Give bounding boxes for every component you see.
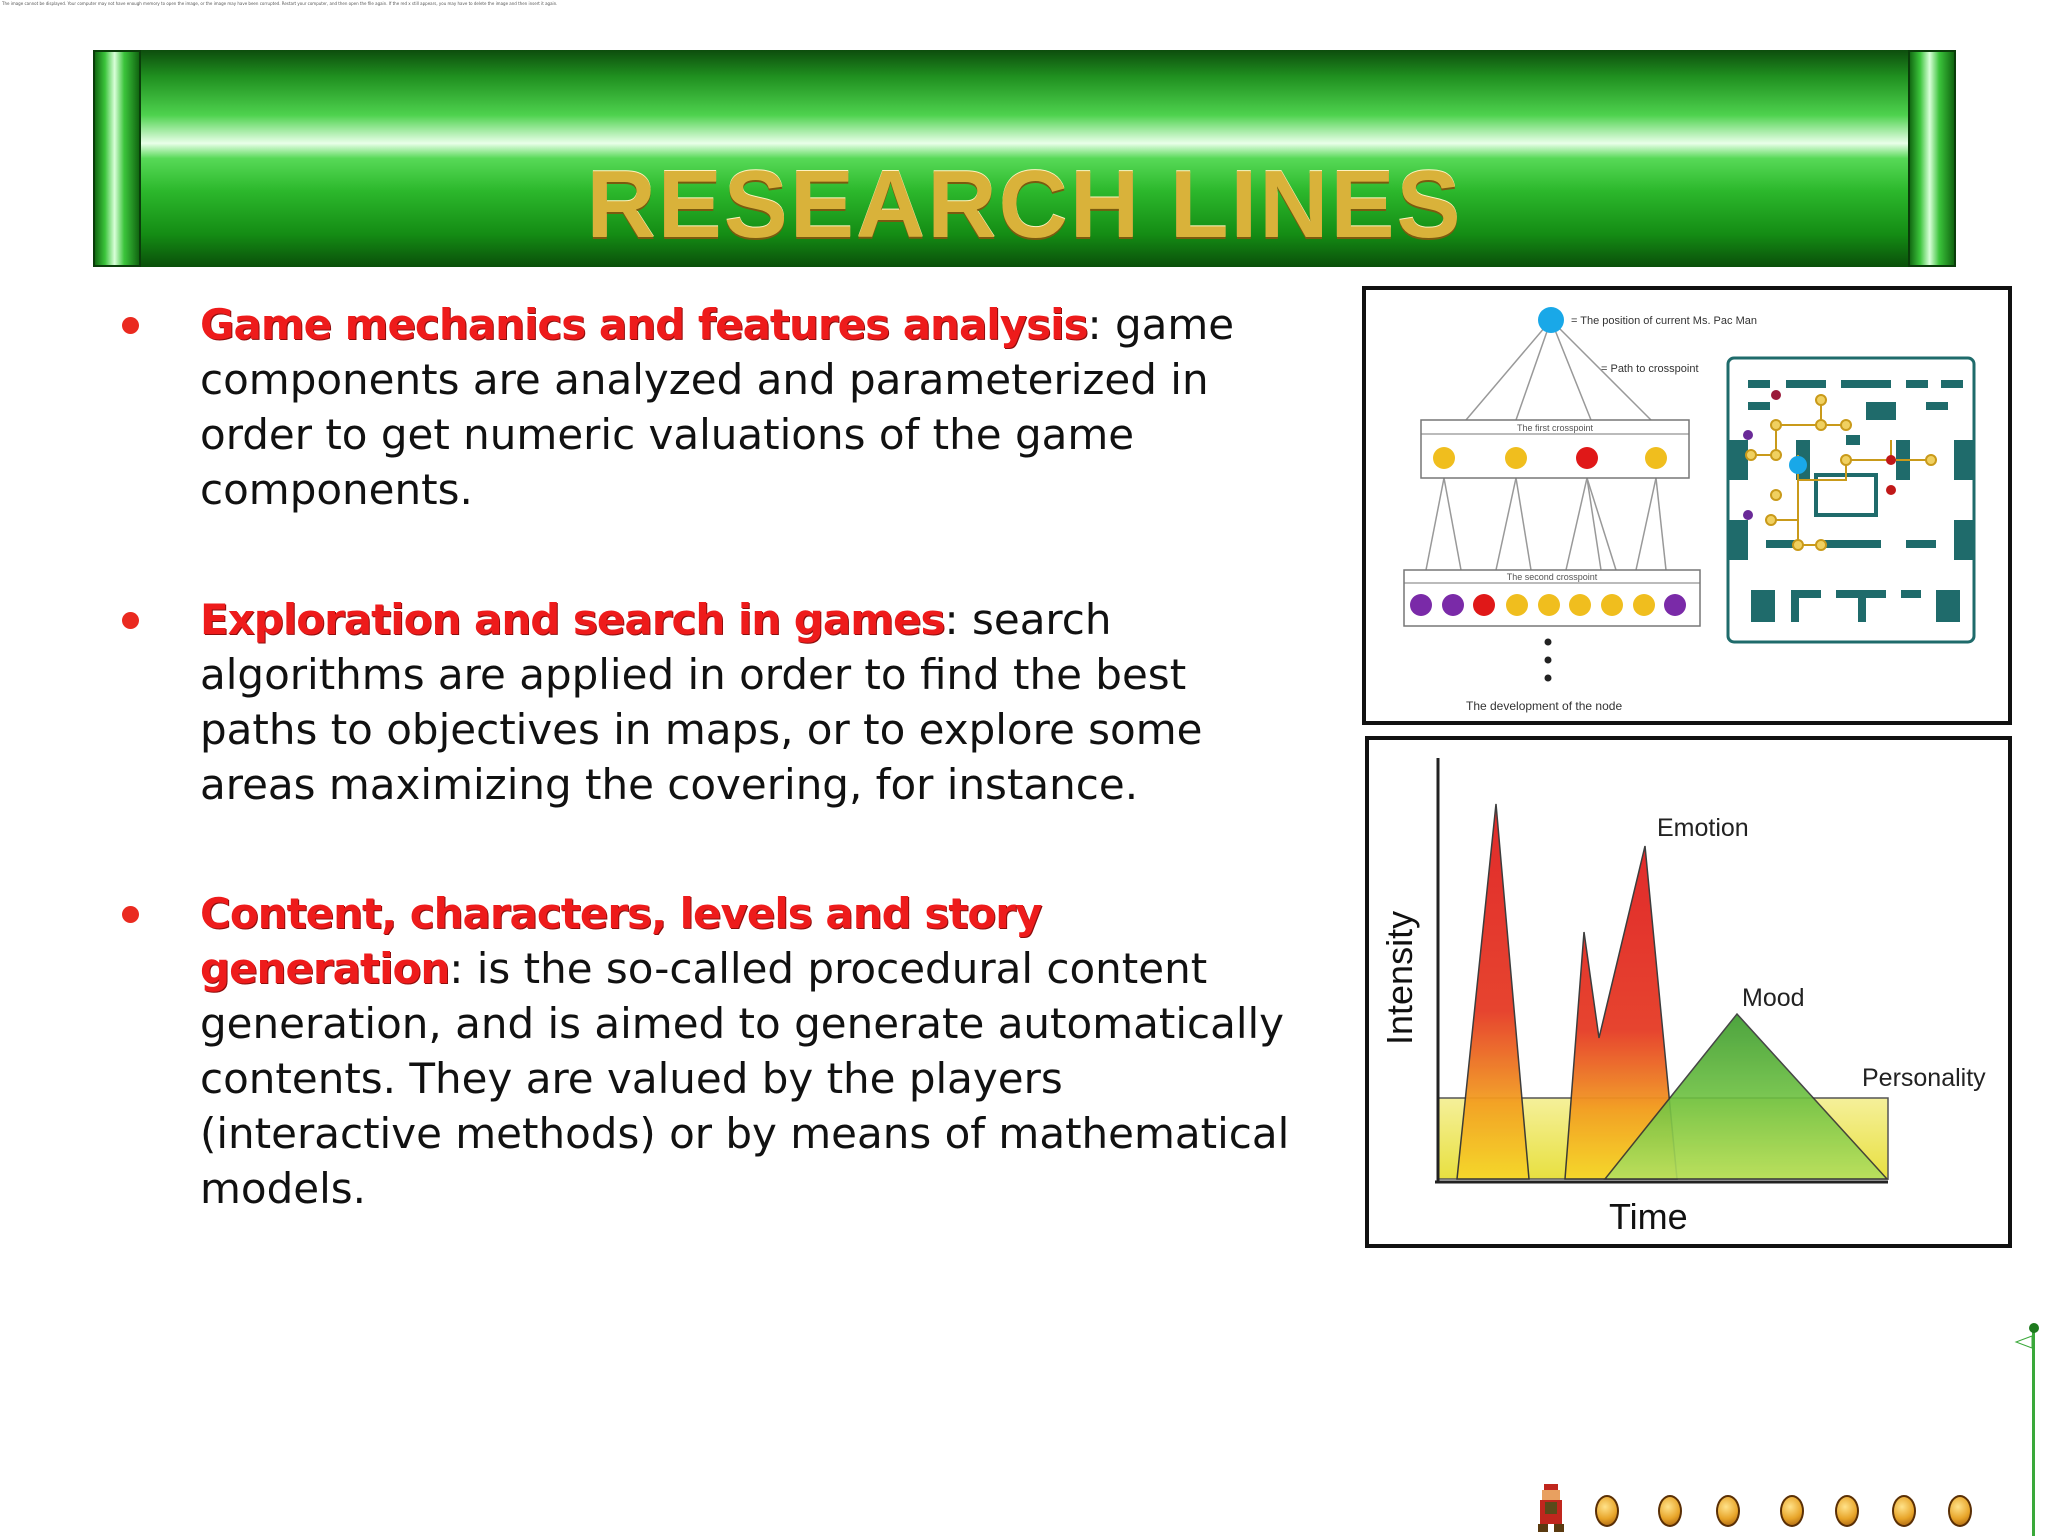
legend-position: = The position of current Ms. Pac Man xyxy=(1571,315,1757,327)
pacman-search-figure xyxy=(1362,286,2012,725)
bullet-heading: Game mechanics and features analysis xyxy=(200,300,1088,349)
bullet-text: : search algorithms are applied in order to find the best paths to objectives in maps, or to explore some areas maximizing the covering, for instance. xyxy=(200,595,1203,809)
coin-icon xyxy=(1835,1495,1859,1527)
bullet-marker xyxy=(122,317,139,334)
personality-label: Personality xyxy=(1862,1064,1986,1092)
y-axis-label: Intensity xyxy=(1379,910,1420,1045)
second-crosspoint-label: The second crosspoint xyxy=(1506,572,1598,582)
coin-icon xyxy=(1658,1495,1682,1527)
pacman-maze xyxy=(1728,358,1974,642)
bullet-heading: Content, characters, levels and story generation xyxy=(200,889,1042,993)
bullet-text: : is the so-called procedural content generation, and is aimed to generate automatically contents. They are valued by the players (interactive methods) or by means of mathematical models. xyxy=(200,944,1290,1213)
bullet-marker xyxy=(122,906,139,923)
legend-path: = Path to crosspoint xyxy=(1601,363,1699,375)
coin-icon xyxy=(1595,1495,1619,1527)
slide-title: RESEARCH LINES xyxy=(586,151,1463,258)
bullet-item xyxy=(200,592,1310,812)
coin-icon xyxy=(1948,1495,1972,1527)
pacman-position-node xyxy=(1538,307,1564,333)
emotion-mood-chart xyxy=(1365,736,2012,1248)
pacman-search-diagram xyxy=(1366,290,2008,721)
x-axis-label: Time xyxy=(1609,1196,1688,1237)
flagpole-icon xyxy=(2012,1322,2042,1536)
coin-icon xyxy=(1892,1495,1916,1527)
intensity-time-plot xyxy=(1369,740,2008,1244)
bullet-item xyxy=(200,297,1310,517)
coin-icon xyxy=(1780,1495,1804,1527)
mood-label: Mood xyxy=(1742,984,1805,1012)
emotion-label: Emotion xyxy=(1657,814,1749,842)
first-crosspoint-label: The first crosspoint xyxy=(1516,423,1594,433)
emotion-spike xyxy=(1457,804,1529,1179)
bullet-heading: Exploration and search in games xyxy=(200,595,945,644)
bullet-text: : game components are analyzed and parameterized in order to get numeric valuations of the game components. xyxy=(200,300,1235,514)
coin-icon xyxy=(1716,1495,1740,1527)
bullet-item xyxy=(200,886,1310,1216)
development-label: The development of the node xyxy=(1466,699,1623,713)
mario-sprite xyxy=(1536,1484,1566,1532)
bullet-marker xyxy=(122,612,139,629)
broken-image-message: The image cannot be displayed. Your computer may not have enough memory to open the image, or the image may have been corrupted. Restart your computer, and then open the file again. If the red x still appears, you may have to delete the image and then insert it again. xyxy=(2,1,558,6)
